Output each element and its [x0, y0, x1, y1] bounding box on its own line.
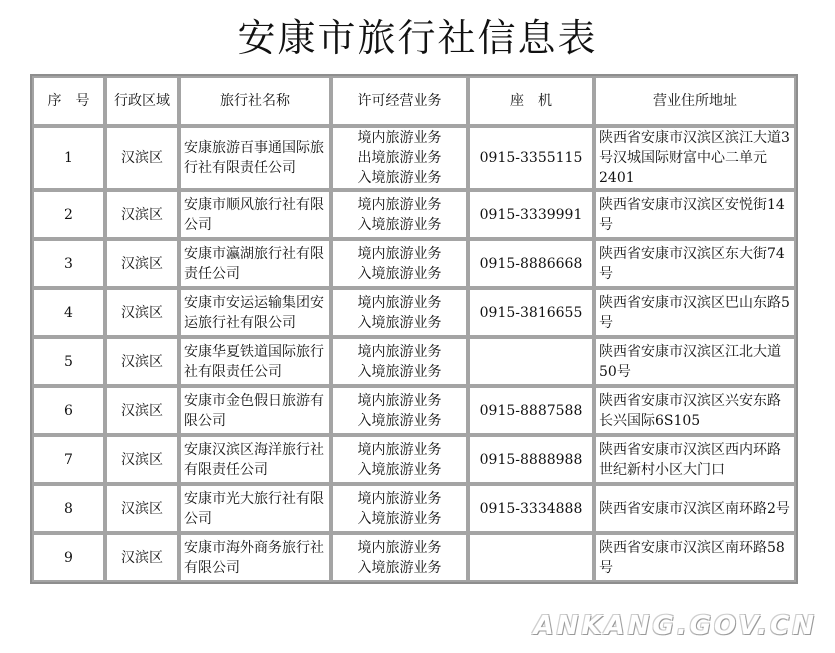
business-item: 境内旅游业务	[357, 294, 442, 311]
cell-phone: 0915-3339991	[468, 190, 594, 239]
business-item: 境内旅游业务	[357, 539, 442, 556]
cell-licensed-business	[331, 288, 468, 337]
business-item: 入境旅游业务	[357, 363, 442, 380]
business-item: 入境旅游业务	[357, 559, 442, 576]
cell-number: 7	[32, 435, 105, 484]
cell-phone	[468, 337, 594, 386]
table-row	[32, 239, 796, 288]
cell-district: 汉滨区	[105, 386, 179, 435]
cell-agency-name: 安康汉滨区海洋旅行社有限责任公司	[179, 435, 331, 484]
header-cell-licensed-business: 许可经营业务	[331, 76, 468, 126]
cell-licensed-business	[331, 435, 468, 484]
business-item: 境内旅游业务	[357, 343, 442, 360]
cell-address: 陕西省安康市汉滨区滨江大道3号汉城国际财富中心二单元2401	[594, 126, 796, 190]
business-item: 入境旅游业务	[357, 170, 442, 186]
table-row	[32, 337, 796, 386]
cell-agency-name: 安康市安运运输集团安运旅行社有限公司	[179, 288, 331, 337]
business-item: 入境旅游业务	[357, 461, 442, 478]
cell-address: 陕西省安康市汉滨区南环路58号	[594, 533, 796, 582]
cell-licensed-business	[331, 484, 468, 533]
business-item: 入境旅游业务	[357, 412, 442, 429]
table-row	[32, 435, 796, 484]
cell-licensed-business	[331, 533, 468, 582]
cell-licensed-business	[331, 239, 468, 288]
cell-phone: 0915-8888988	[468, 435, 594, 484]
cell-phone: 0915-3355115	[468, 126, 594, 190]
cell-district: 汉滨区	[105, 288, 179, 337]
cell-agency-name: 安康市瀛湖旅行社有限责任公司	[179, 239, 331, 288]
header-cell-district: 行政区域	[105, 76, 179, 126]
cell-address: 陕西省安康市汉滨区南环路2号	[594, 484, 796, 533]
cell-licensed-business	[331, 386, 468, 435]
table-row	[32, 533, 796, 582]
table-row	[32, 288, 796, 337]
business-item: 境内旅游业务	[357, 392, 442, 409]
cell-address: 陕西省安康市汉滨区西内环路世纪新村小区大门口	[594, 435, 796, 484]
cell-agency-name: 安康华夏铁道国际旅行社有限责任公司	[179, 337, 331, 386]
cell-licensed-business	[331, 126, 468, 190]
travel-agency-table	[30, 74, 798, 584]
business-item: 境内旅游业务	[357, 196, 442, 213]
cell-number: 4	[32, 288, 105, 337]
cell-district: 汉滨区	[105, 126, 179, 190]
cell-agency-name: 安康市光大旅行社有限公司	[179, 484, 331, 533]
table-row	[32, 386, 796, 435]
cell-district: 汉滨区	[105, 337, 179, 386]
business-item: 入境旅游业务	[357, 265, 442, 282]
header-cell-agency-name: 旅行社名称	[179, 76, 331, 126]
page-title: 安康市旅行社信息表	[237, 16, 598, 60]
business-item: 出境旅游业务	[357, 150, 442, 166]
cell-number: 6	[32, 386, 105, 435]
cell-licensed-business	[331, 190, 468, 239]
table-row	[32, 484, 796, 533]
table-row	[32, 126, 796, 190]
business-item: 入境旅游业务	[357, 510, 442, 527]
cell-phone: 0915-8887588	[468, 386, 594, 435]
cell-address: 陕西省安康市汉滨区东大街74号	[594, 239, 796, 288]
cell-number: 8	[32, 484, 105, 533]
business-item: 境内旅游业务	[357, 441, 442, 458]
cell-district: 汉滨区	[105, 190, 179, 239]
table-header-row	[32, 76, 796, 126]
cell-agency-name: 安康市顺风旅行社有限公司	[179, 190, 331, 239]
table-row	[32, 190, 796, 239]
cell-district: 汉滨区	[105, 239, 179, 288]
business-item: 境内旅游业务	[357, 490, 442, 507]
header-cell-number: 序 号	[32, 76, 105, 126]
business-item: 入境旅游业务	[357, 216, 442, 233]
cell-district: 汉滨区	[105, 533, 179, 582]
header-cell-address: 营业住所地址	[594, 76, 796, 126]
cell-phone: 0915-8886668	[468, 239, 594, 288]
business-item: 境内旅游业务	[357, 130, 442, 146]
cell-agency-name: 安康旅游百事通国际旅行社有限责任公司	[179, 126, 331, 190]
cell-number: 3	[32, 239, 105, 288]
cell-phone: 0915-3334888	[468, 484, 594, 533]
cell-address: 陕西省安康市汉滨区兴安东路长兴国际6S105	[594, 386, 796, 435]
cell-number: 5	[32, 337, 105, 386]
business-item: 入境旅游业务	[357, 314, 442, 331]
cell-address: 陕西省安康市汉滨区巴山东路5号	[594, 288, 796, 337]
cell-phone	[468, 533, 594, 582]
cell-district: 汉滨区	[105, 484, 179, 533]
header-cell-phone: 座 机	[468, 76, 594, 126]
cell-number: 2	[32, 190, 105, 239]
cell-district: 汉滨区	[105, 435, 179, 484]
site-watermark: ANKANG.GOV.CN	[533, 611, 817, 641]
cell-number: 9	[32, 533, 105, 582]
business-item: 境内旅游业务	[357, 245, 442, 262]
cell-agency-name: 安康市海外商务旅行社有限公司	[179, 533, 331, 582]
cell-number: 1	[32, 126, 105, 190]
cell-licensed-business	[331, 337, 468, 386]
cell-phone: 0915-3816655	[468, 288, 594, 337]
cell-address: 陕西省安康市汉滨区安悦街14号	[594, 190, 796, 239]
cell-address: 陕西省安康市汉滨区江北大道50号	[594, 337, 796, 386]
cell-agency-name: 安康市金色假日旅游有限公司	[179, 386, 331, 435]
